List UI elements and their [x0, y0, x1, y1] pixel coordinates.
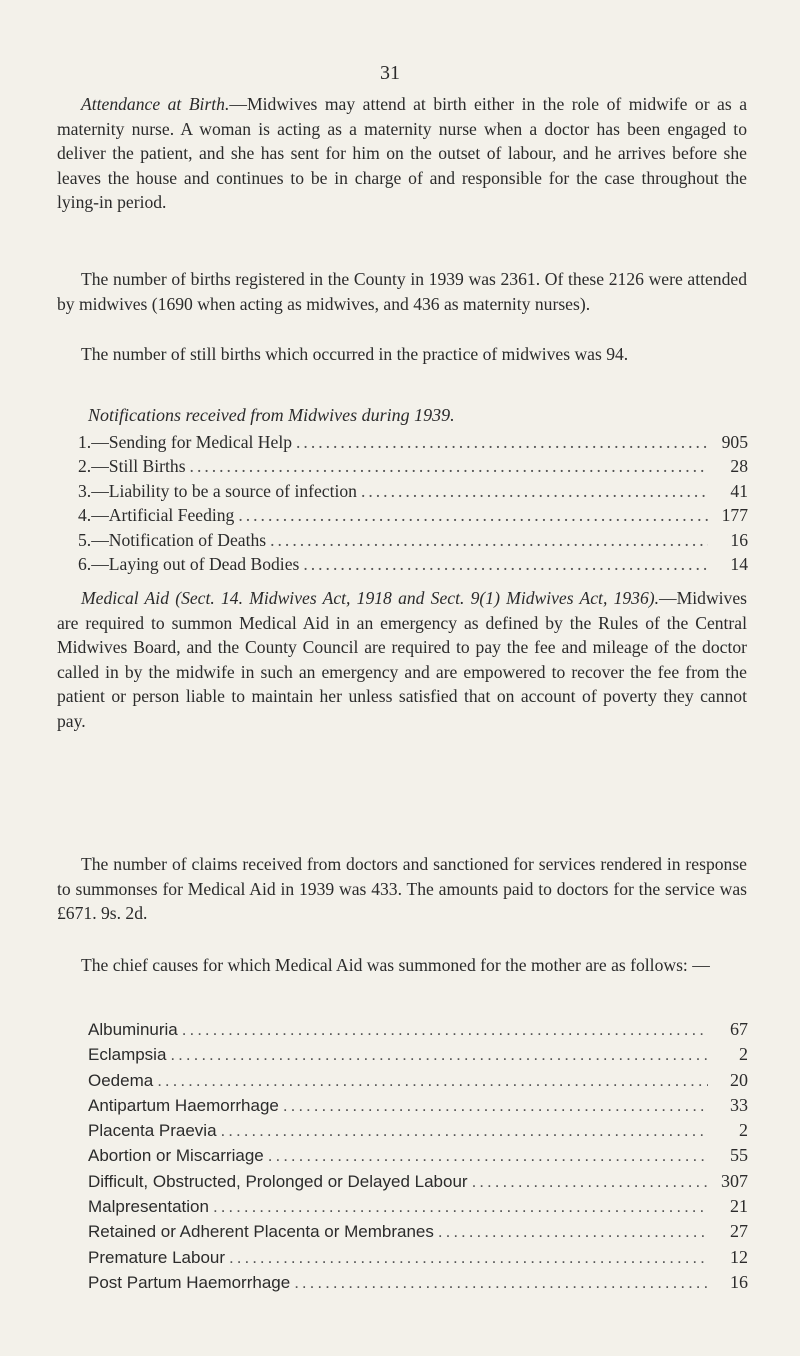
list-item: Oedema ..... 20	[88, 1068, 748, 1093]
attendance-heading: Attendance at Birth.	[81, 94, 230, 114]
list-item: 2.—Still Births ..... 28	[78, 454, 748, 478]
causes-list	[88, 1017, 748, 1295]
list-item: Eclampsia ..... 2	[88, 1042, 748, 1067]
causes-intro-paragraph: The chief causes for which Medical Aid was summoned for the mother are as follows: —	[81, 955, 710, 975]
list-item: Albuminuria ..... 67	[88, 1017, 748, 1042]
list-item: Premature Labour ..... 12	[88, 1245, 748, 1270]
stillbirths-paragraph: The number of still births which occurred in the practice of midwives was 94.	[81, 344, 629, 364]
list-item: 4.—Artificial Feeding ..... 177	[78, 503, 748, 527]
attendance-paragraph	[57, 92, 747, 215]
list-item: Post Partum Haemorrhage ..... 16	[88, 1270, 748, 1295]
attendance-text: —Midwives may attend at birth either in the role of midwife or as a maternity nurse. A woman is acting as a maternity nurse when a doctor has been engaged to deliver the patient, and she has sent for him on the outset of labour, and he arrives before she leaves the house and continues to be in charge of and responsible for the case throughout the lying-in period.	[57, 94, 748, 213]
list-item: 1.—Sending for Medical Help ..... 905	[78, 430, 748, 454]
list-item: 6.—Laying out of Dead Bodies ..... 14	[78, 552, 748, 576]
list-item: Abortion or Miscarriage ..... 55	[88, 1143, 748, 1168]
notifications-heading: Notifications received from Midwives during 1939.	[88, 405, 455, 425]
list-item: Malpresentation ..... 21	[88, 1194, 748, 1219]
list-item: 5.—Notification of Deaths ..... 16	[78, 528, 748, 552]
list-item: Antipartum Haemorrhage ..... 33	[88, 1093, 748, 1118]
claims-paragraph: The number of claims received from doctors and sanctioned for services rendered in response to summonses for Medical Aid in 1939 was 433. The amounts paid to doctors for the service was £671. 9s. 2d.	[57, 854, 747, 924]
list-item: 3.—Liability to be a source of infection ..... 41	[78, 479, 748, 503]
notifications-list	[78, 430, 748, 576]
list-item: Placenta Praevia ..... 2	[88, 1118, 748, 1143]
medical-aid-heading: Medical Aid (Sect. 14. Midwives Act, 1918 and Sect. 9(1) Midwives Act, 1936).	[81, 588, 660, 608]
list-item: Difficult, Obstructed, Prolonged or Delayed Labour ..... 307	[88, 1169, 748, 1194]
medical-aid-text: —Midwives are required to summon Medical Aid in an emergency as defined by the Rules of the Central Midwives Board, and the County Council are required to pay the fee and mileage of the doctor called in by the midwife in such an emergency and are empowered to recover the fee from the patient or person liable to maintain her unless satisfied that on account of poverty they cannot pay.	[57, 588, 747, 731]
page-number: 31	[380, 62, 400, 84]
list-item: Retained or Adherent Placenta or Membranes ..... 27	[88, 1219, 748, 1244]
births-paragraph: The number of births registered in the County in 1939 was 2361. Of these 2126 were attended by midwives (1690 when acting as midwives, and 436 as maternity nurses).	[57, 269, 747, 314]
medical-aid-paragraph	[57, 586, 747, 734]
